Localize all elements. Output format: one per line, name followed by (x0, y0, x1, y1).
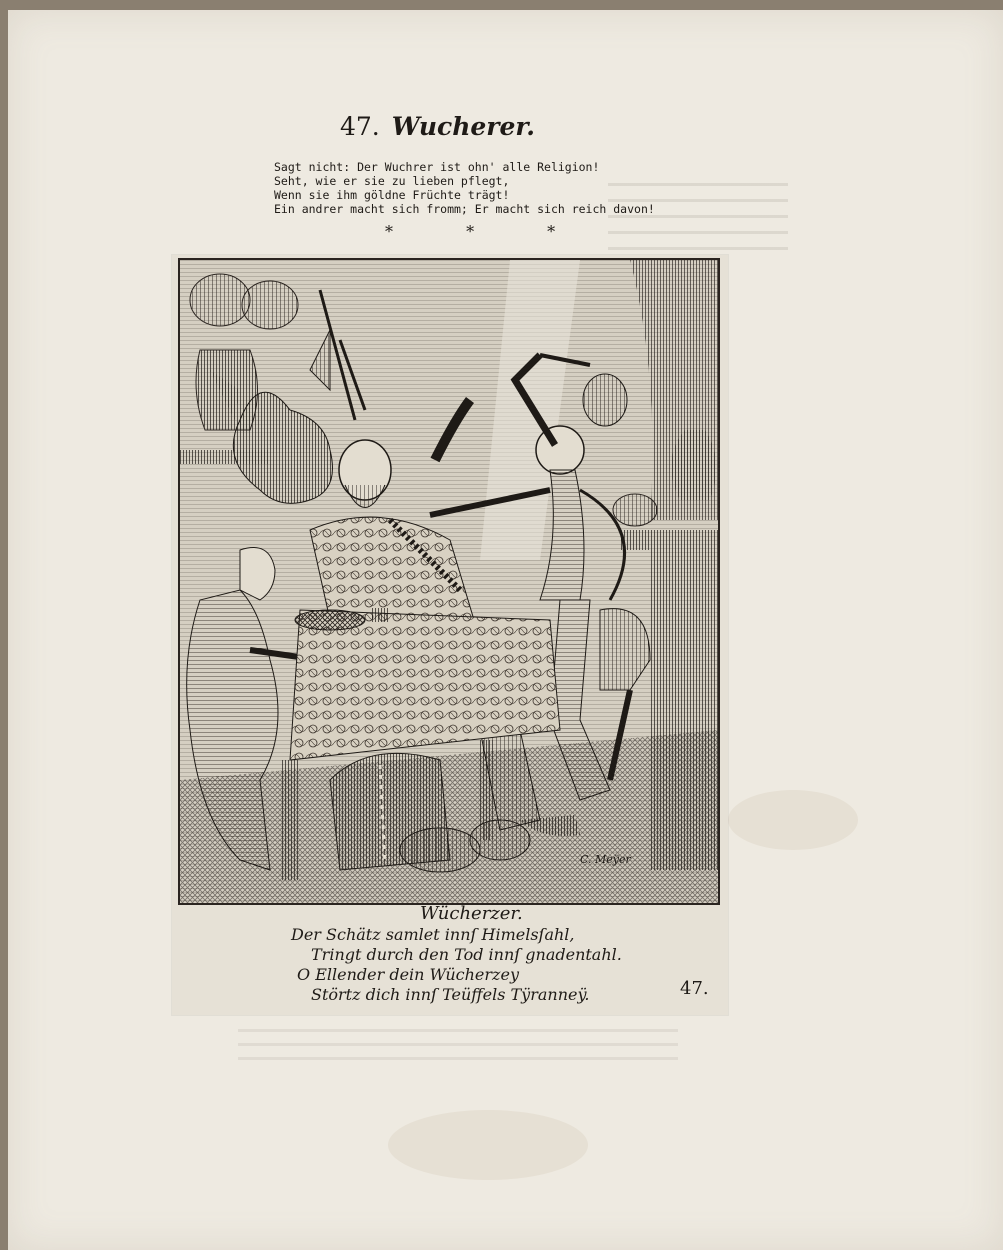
verse-line: Ein andrer macht sich fromm; Er macht sich reich davon! (274, 202, 655, 216)
verse-line: Sagt nicht: Der Wuchrer ist ohn' alle Religion! (274, 160, 600, 174)
caption-line: Der Schätz samlet innſ Himelsſahl, (291, 925, 575, 944)
heading-number: 47. (340, 112, 380, 141)
epigram-verse (274, 160, 694, 216)
foxing-stain (388, 1110, 588, 1180)
engraver-signature: C. Meÿer (580, 853, 631, 866)
verse-line: Seht, wie er sie zu lieben pflegt, (274, 174, 510, 188)
plate-caption-title: Wücherzer. (420, 903, 523, 924)
caption-line: Störtz dich innſ Teüffels Tÿranneÿ. (311, 985, 590, 1004)
heading-title: Wucherer. (391, 112, 535, 141)
plate-number: 47. (680, 978, 709, 999)
engraving-illustration (180, 260, 718, 903)
page-heading (340, 112, 600, 141)
foxing-stain (728, 790, 858, 850)
plate-caption-verse (285, 925, 685, 1005)
caption-line: Tringt durch den Tod innſ gnadentahl. (311, 945, 622, 964)
show-through-caption (238, 1020, 678, 1060)
engraving-image (178, 258, 720, 905)
asterism-ornament: * * * (385, 222, 590, 241)
caption-line: O Ellender dein Wücherzey (297, 965, 519, 984)
verse-line: Wenn sie ihm göldne Früchte trägt! (274, 188, 510, 202)
